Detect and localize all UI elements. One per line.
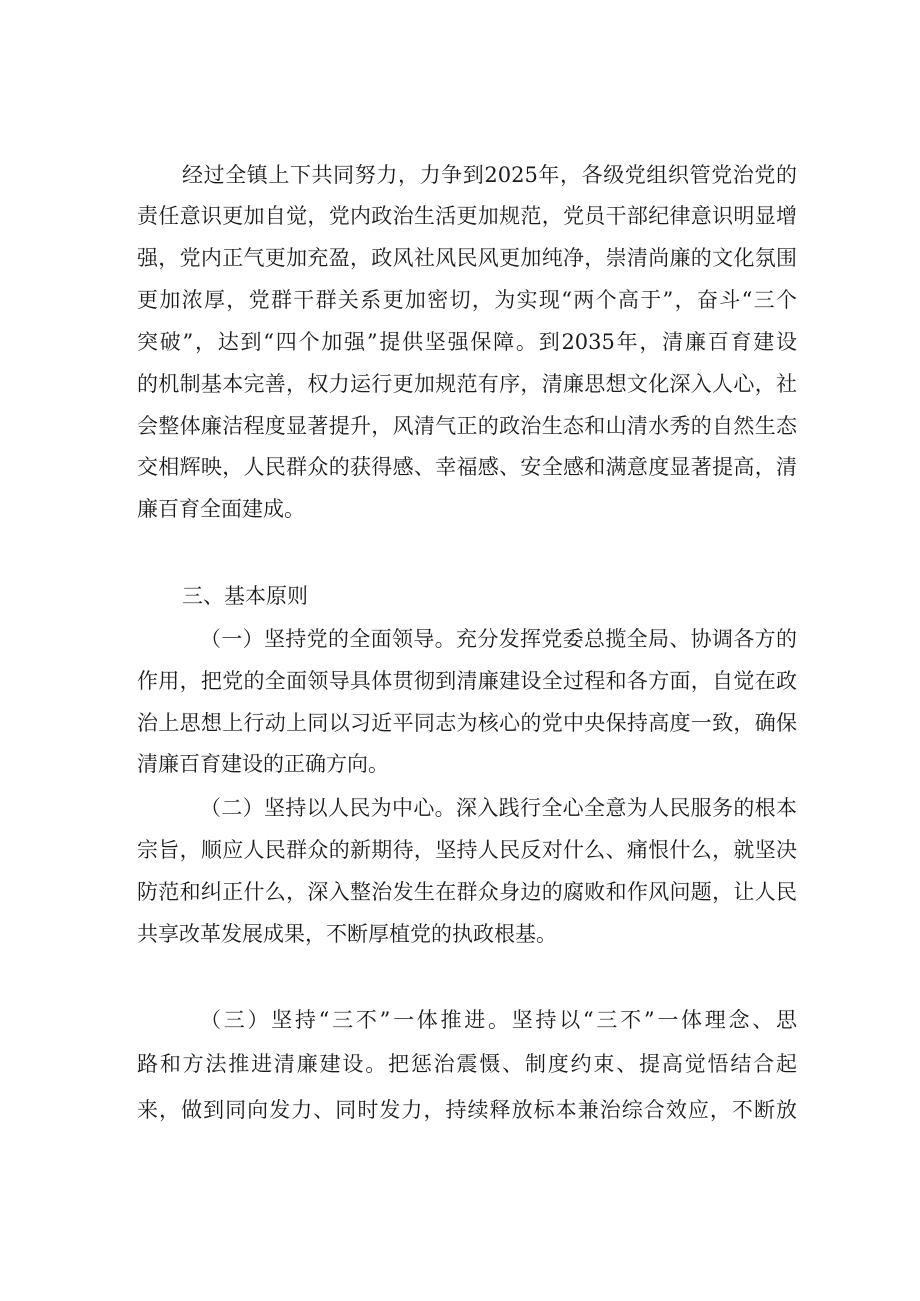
principle-1-line-4: 清廉百育建设的正确方向。 [137, 752, 389, 776]
goals-line-8: 交相辉映，人民群众的获得感、幸福感、安全感和满意度显著提高，清 [137, 455, 797, 479]
principle-3-line-1: （三）坚持“三不”一体推进。坚持以“三不”一体理念、思 [200, 1008, 797, 1032]
principle-3-line-3: 来，做到同向发力、同时发力，持续释放标本兼治综合效应，不断放 [137, 1098, 797, 1122]
principle-2-line-4: 共享改革发展成果，不断厚植党的执政根基。 [137, 922, 557, 946]
goals-line-1: 经过全镇上下共同努力，力争到2025年，各级党组织管党治党的 [182, 163, 797, 187]
principle-2-line-2: 宗旨，顺应人民群众的新期待，坚持人民反对什么、痛恨什么，就坚决 [137, 838, 797, 862]
principle-3-line-2: 路和方法推进清廉建设。把惩治震慑、制度约束、提高觉悟结合起 [137, 1052, 797, 1076]
principle-2-line-1: （二）坚持以人民为中心。深入践行全心全意为人民服务的根本 [200, 796, 797, 820]
goals-line-3: 强，党内正气更加充盈，政风社风民风更加纯净，崇清尚廉的文化氛围 [137, 246, 797, 270]
goals-line-2: 责任意识更加自觉，党内政治生活更加规范，党员干部纪律意识明显增 [137, 204, 797, 228]
goals-line-4: 更加浓厚，党群干群关系更加密切，为实现“两个高于”，奋斗“三个 [137, 288, 797, 312]
goals-line-7: 会整体廉洁程度显著提升，风清气正的政治生态和山清水秀的自然生态 [137, 414, 797, 438]
goals-line-6: 的机制基本完善，权力运行更加规范有序，清廉思想文化深入人心，社 [137, 372, 797, 396]
principle-2-line-3: 防范和纠正什么，深入整治发生在群众身边的腐败和作风问题，让人民 [137, 880, 797, 904]
principle-1-line-3: 治上思想上行动上同以习近平同志为核心的党中央保持高度一致，确保 [137, 711, 797, 735]
principle-1-line-2: 作用，把党的全面领导具体贯彻到清廉建设全过程和各方面，自觉在政 [137, 669, 797, 693]
section-heading: 三、基本原则 [182, 584, 308, 608]
goals-line-5: 突破”，达到“四个加强”提供坚强保障。到2035年，清廉百育建设 [137, 330, 797, 354]
goals-line-9: 廉百育全面建成。 [137, 497, 305, 521]
principle-1-line-1: （一）坚持党的全面领导。充分发挥党委总揽全局、协调各方的 [200, 627, 797, 651]
